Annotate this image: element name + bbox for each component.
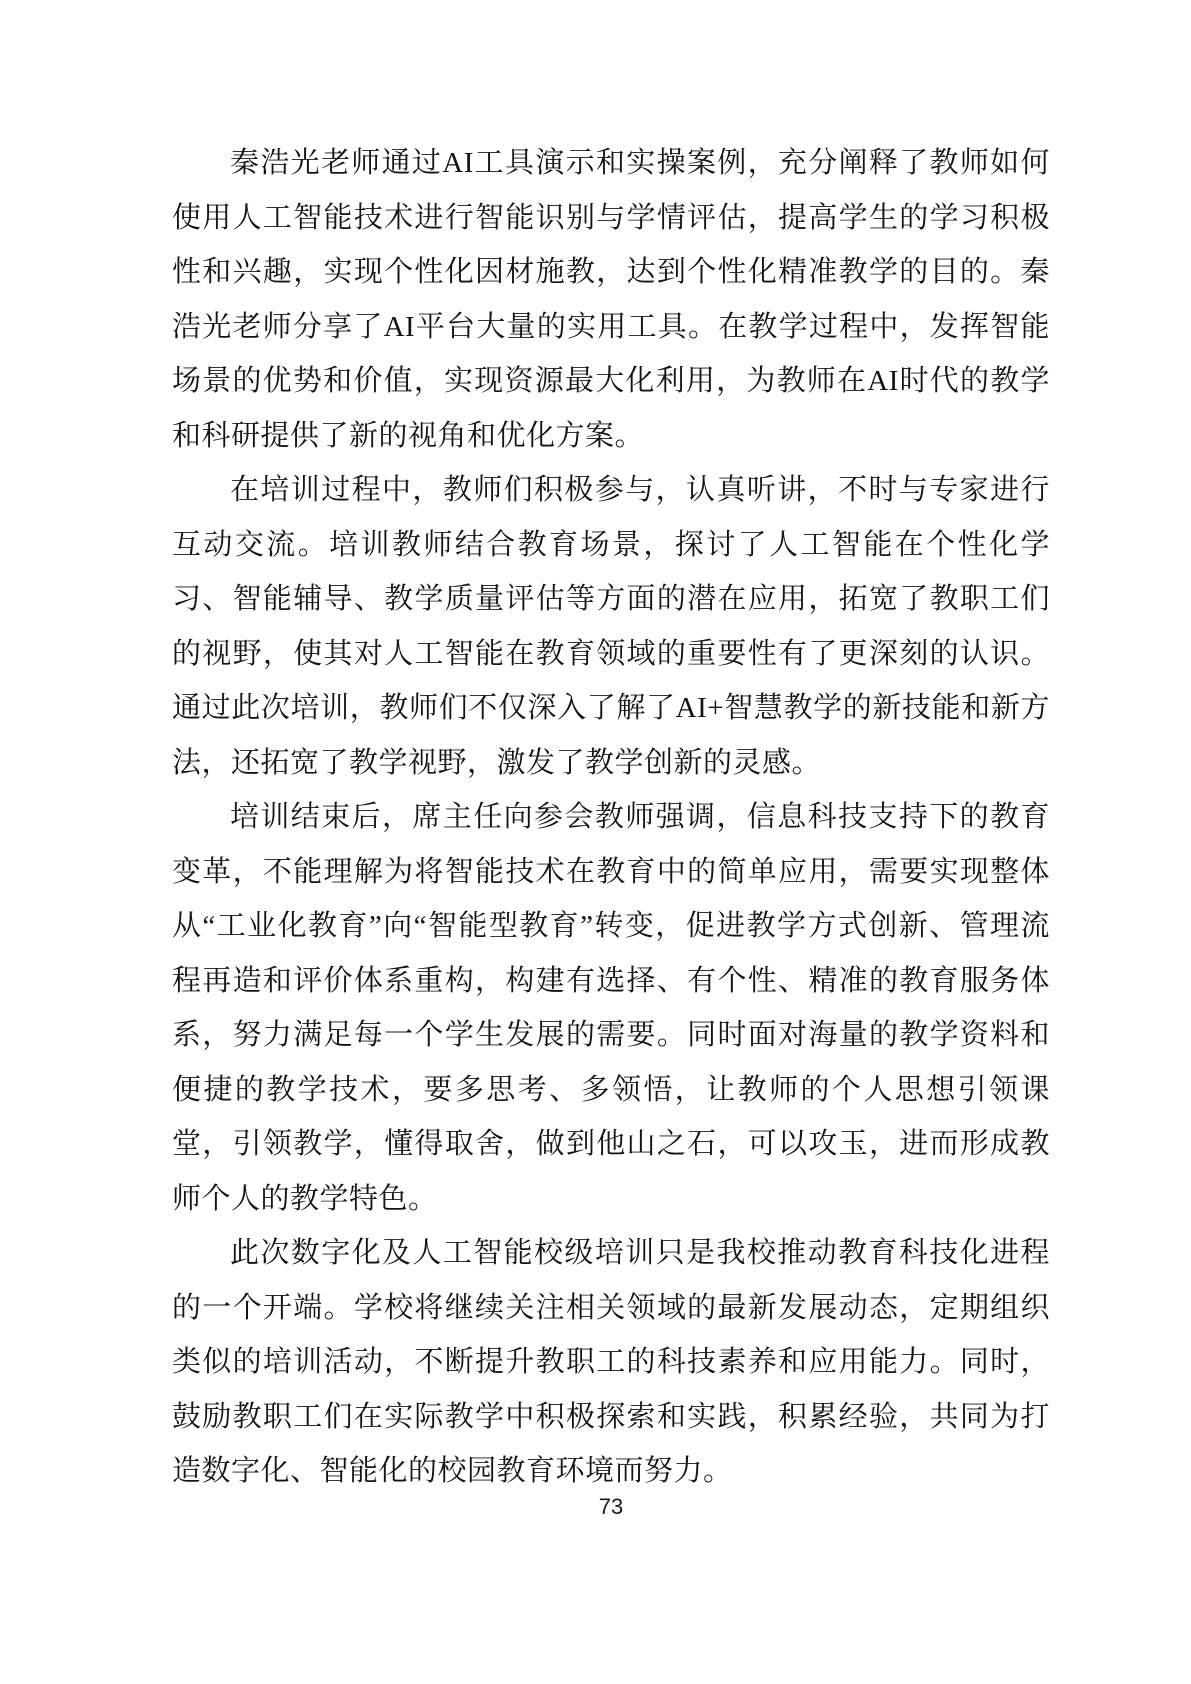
paragraph-2: 在培训过程中，教师们积极参与，认真听讲，不时与专家进行互动交流。培训教师结合教育场景，探讨了人工智能在个性化学习、智能辅导、教学质量评估等方面的潜在应用，拓宽了教职工们的视野，使其对人工智能在教育领域的重要性有了更深刻的认识。通过此次培训，教师们不仅深入了解了AI+智慧教学的新技能和新方法，还拓宽了教学视野，激发了教学创新的灵感。 — [172, 474, 1050, 779]
document-body — [172, 136, 1050, 1499]
page-number: 73 — [598, 1494, 624, 1519]
paragraph-4: 此次数字化及人工智能校级培训只是我校推动教育科技化进程的一个开端。学校将继续关注相关领域的最新发展动态，定期组织类似的培训活动，不断提升教职工的科技素养和应用能力。同时，鼓励教职工们在实际教学中积极探索和实践，积累经验，共同为打造数字化、智能化的校园教育环境而努力。 — [172, 1237, 1050, 1487]
paragraph-3: 培训结束后，席主任向参会教师强调，信息科技支持下的教育变革，不能理解为将智能技术在教育中的简单应用，需要实现整体从“工业化教育”向“智能型教育”转变，促进教学方式创新、管理流程再造和评价体系重构，构建有选择、有个性、精准的教育服务体系，努力满足每一个学生发展的需要。同时面对海量的教学资料和便捷的教学技术，要多思考、多领悟，让教师的个人思想引领课堂，引领教学，懂得取舍，做到他山之石，可以攻玉，进而形成教师个人的教学特色。 — [172, 801, 1050, 1215]
paragraph-1: 秦浩光老师通过AI工具演示和实操案例，充分阐释了教师如何使用人工智能技术进行智能识别与学情评估，提高学生的学习积极性和兴趣，实现个性化因材施教，达到个性化精准教学的目的。秦浩光老师分享了AI平台大量的实用工具。在教学过程中，发挥智能场景的优势和价值，实现资源最大化利用，为教师在AI时代的教学和科研提供了新的视角和优化方案。 — [172, 147, 1050, 452]
